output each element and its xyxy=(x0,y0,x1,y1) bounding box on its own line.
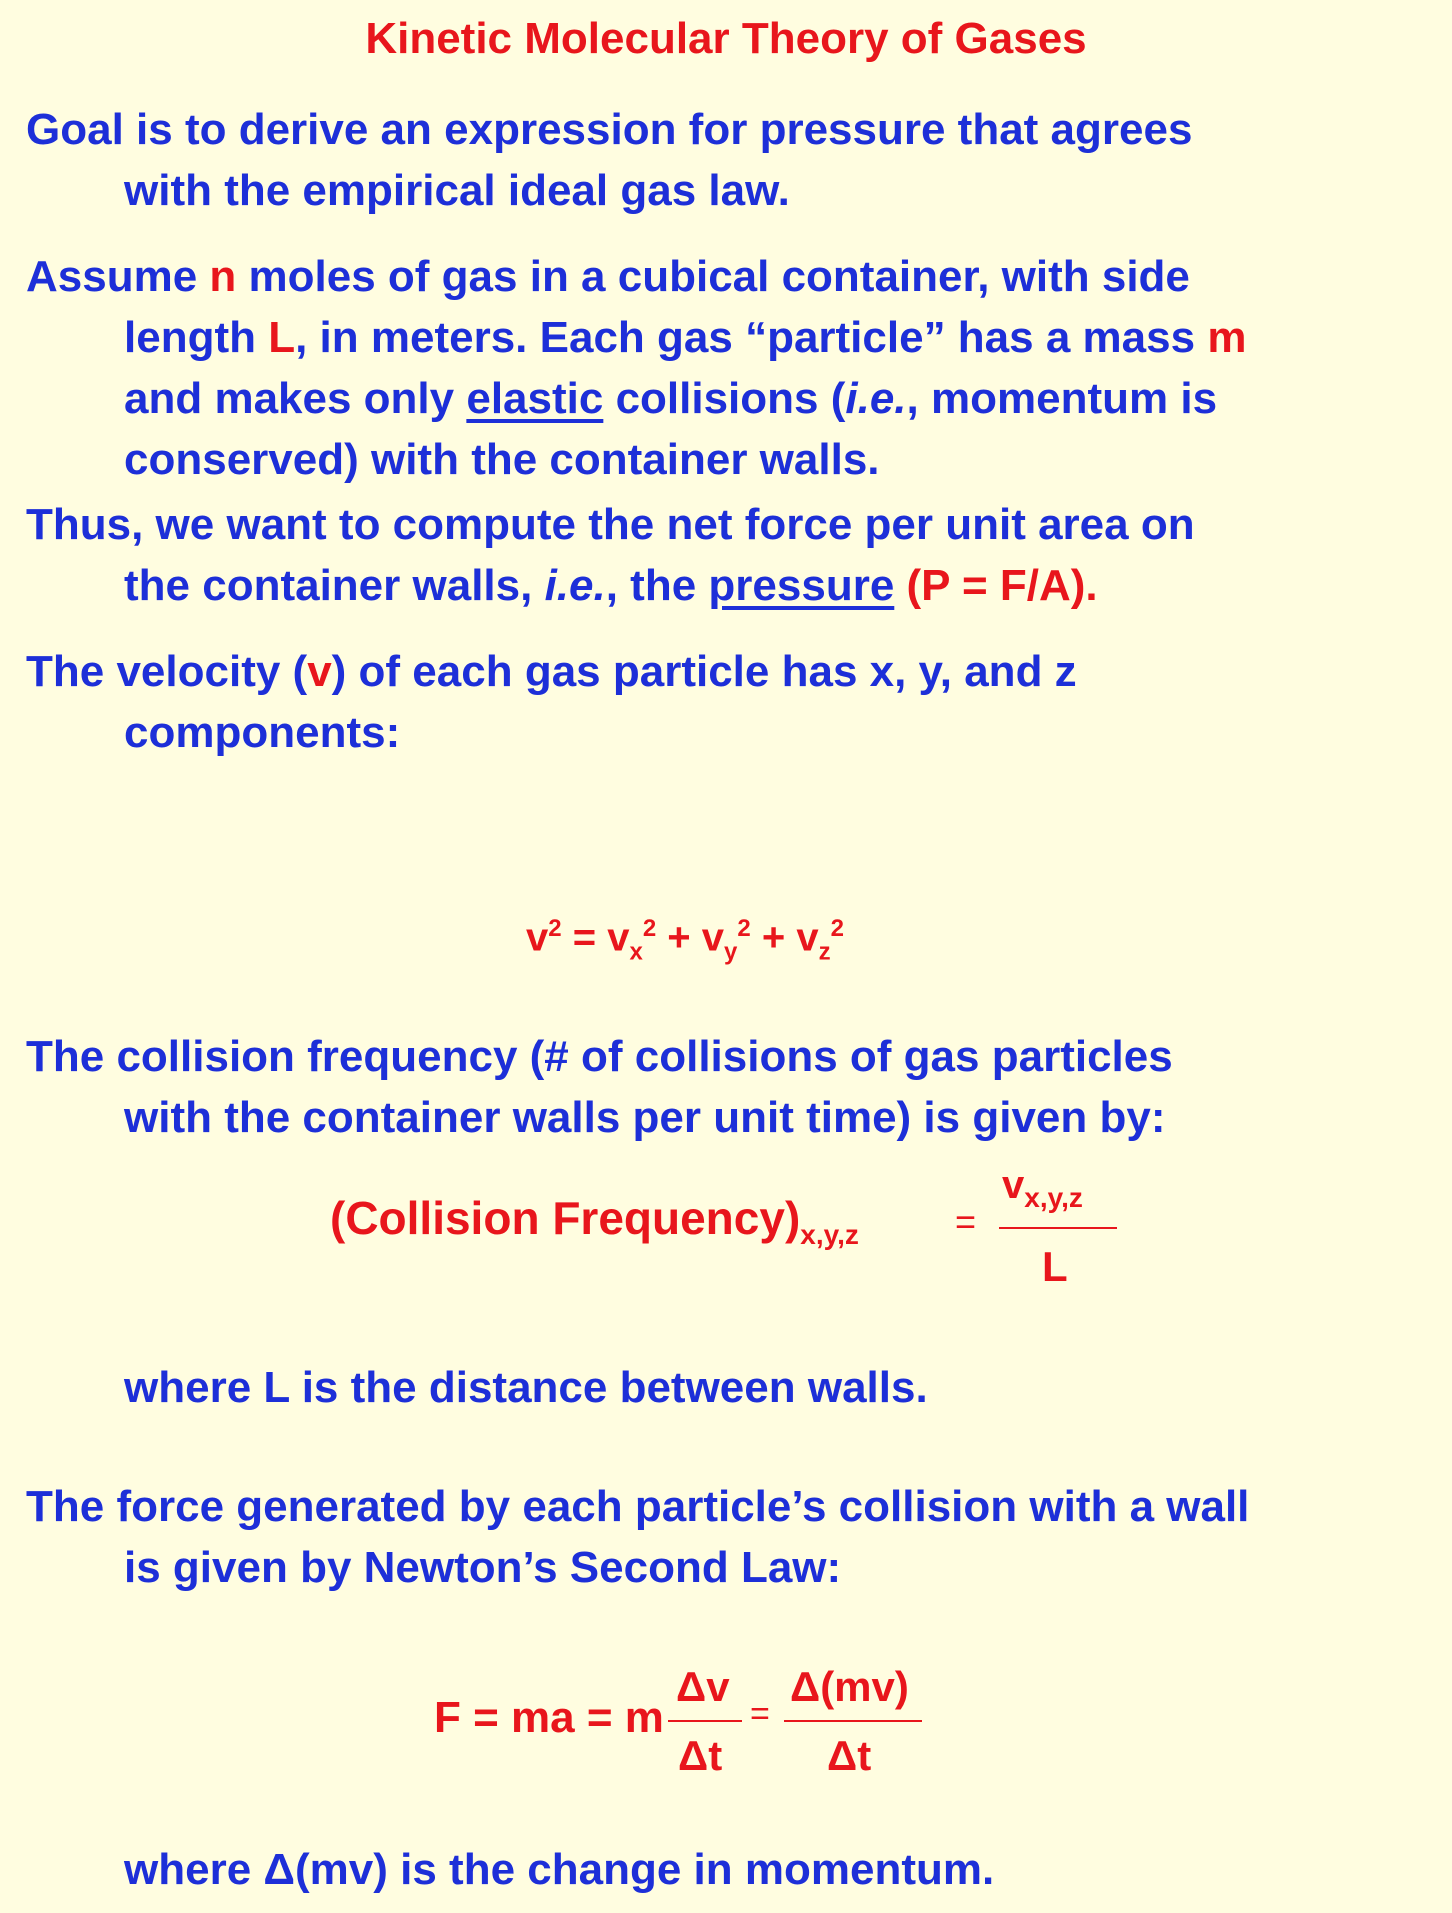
goal-line-2: with the empirical ideal gas law. xyxy=(124,166,790,215)
goal-line-1: Goal is to derive an expression for pressure that agrees xyxy=(26,105,1193,154)
force-line-1: The force generated by each particle’s collision with a wall xyxy=(26,1482,1250,1531)
collision-equation-lhs: (Collision $Frequency)_{x,y,z}$ xyxy=(330,1192,859,1251)
pressure-underlined: pressure xyxy=(708,561,895,610)
velocity-line-2: components: xyxy=(124,708,401,757)
assume-line-4: conserved) with the container walls. xyxy=(124,435,880,484)
force-frac1-den: Δt xyxy=(678,1732,723,1779)
var-L: L xyxy=(268,313,296,362)
collision-equals: = xyxy=(955,1201,977,1242)
velocity-line-1: The velocity (v) of each gas particle has x, y, and z xyxy=(26,647,1077,696)
var-m: m xyxy=(1207,313,1247,362)
collision-line-2: with the container walls per unit time) is given by: xyxy=(124,1093,1166,1142)
page-title: Kinetic Molecular Theory of Gases xyxy=(365,14,1087,63)
force-frac2-num: Δ(mv) xyxy=(790,1663,909,1710)
force-frac1-num: Δv xyxy=(676,1663,730,1710)
collision-fraction-bar xyxy=(999,1227,1117,1229)
thus-line-2: the container walls, i.e., the pressure (P = F/A). xyxy=(124,561,1098,610)
assume-line-3: and makes only elastic collisions (i.e., momentum is xyxy=(124,374,1218,423)
var-v: v xyxy=(307,647,332,696)
assume-paragraph xyxy=(26,246,1436,490)
force-line-2: is given by Newton’s Second Law: xyxy=(124,1543,842,1592)
velocity-paragraph xyxy=(26,641,1436,763)
elastic-underlined: elastic xyxy=(466,374,604,423)
assume-line-1: Assume n moles of gas in a cubical container, with side xyxy=(26,252,1190,301)
force-frac2-den: Δt xyxy=(827,1732,872,1779)
force-frac1-bar xyxy=(668,1720,742,1722)
collision-denominator: L xyxy=(1042,1243,1068,1290)
force-paragraph xyxy=(26,1476,1436,1598)
force-where: where Δ(mv) is the change in momentum. xyxy=(124,1845,995,1894)
collision-where: where L is the distance between walls. xyxy=(124,1363,928,1412)
goal-paragraph xyxy=(26,99,1436,221)
force-equation-lhs: F = ma = m xyxy=(434,1693,664,1742)
collision-paragraph xyxy=(26,1026,1436,1148)
pressure-formula: (P = F/A). xyxy=(894,561,1098,610)
force-frac2-bar xyxy=(784,1720,922,1722)
thus-line-1: Thus, we want to compute the net force per unit area on xyxy=(26,500,1195,549)
force-equals-2: = xyxy=(750,1695,770,1733)
collision-line-1: The collision frequency (# of collisions of gas particles xyxy=(26,1032,1173,1081)
assume-line-2: length L, in meters. Each gas “particle” has a mass m xyxy=(124,313,1247,362)
var-n: n xyxy=(209,252,237,301)
collision-numerator: $v_{x,y,z}$ xyxy=(1002,1163,1083,1213)
velocity-equation: $v^2 = v_x^2 + v_y^2 + v_z^2$ xyxy=(526,915,844,966)
thus-paragraph xyxy=(26,494,1436,616)
